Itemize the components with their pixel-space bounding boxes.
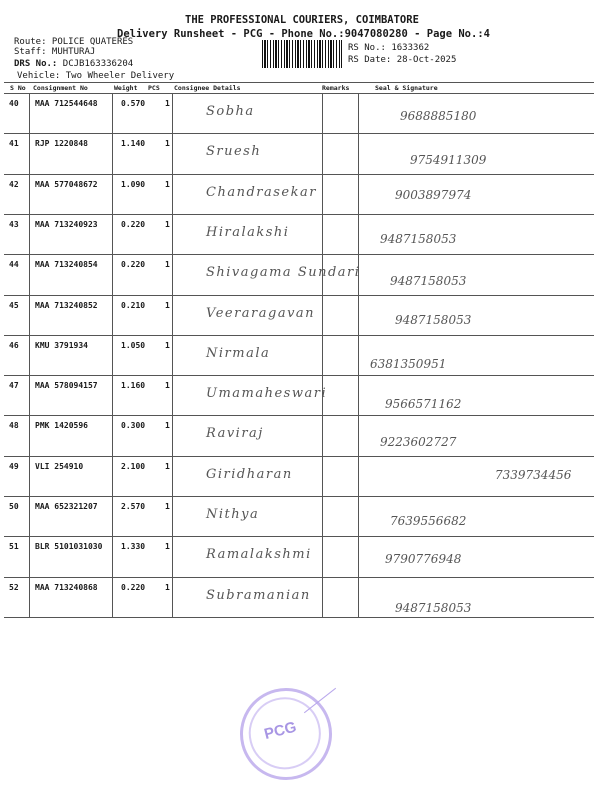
table-top-border (4, 82, 594, 83)
row-signature: 7339734456 (495, 467, 572, 482)
row-consignment-no: MAA 652321207 (35, 502, 98, 511)
row-consignee-name: Chandrasekar (206, 184, 317, 200)
row-consignment-no: PMK 1420596 (35, 421, 88, 431)
row-sno: 52 (9, 582, 19, 592)
col-header-consignee: Consignee Details (174, 84, 241, 92)
row-pcs: 1 (165, 421, 170, 431)
row-consignment-no: MAA 713240854 (35, 260, 98, 270)
col-header-seal: Seal & Signature (375, 84, 438, 92)
row-signature: 9487158053 (380, 231, 457, 246)
row-divider (4, 577, 594, 578)
row-pcs: 1 (165, 179, 170, 189)
row-weight: 0.220 (121, 260, 146, 270)
row-weight: 1.160 (121, 381, 146, 391)
row-signature: 9003897974 (395, 187, 472, 202)
col-divider (112, 93, 113, 618)
runsheet-subtitle: Delivery Runsheet - PCG - Phone No.:9047080280 - Page No.:4 (117, 28, 490, 40)
row-weight: 2.100 (121, 461, 146, 471)
row-signature: 9223602727 (380, 435, 457, 450)
row-weight: 0.300 (121, 421, 146, 431)
row-consignment-no: MAA 713240852 (35, 300, 98, 310)
row-sno: 46 (9, 340, 19, 350)
row-sno: 43 (9, 219, 19, 229)
row-pcs: 1 (165, 340, 170, 350)
col-divider (322, 93, 323, 618)
col-header-remarks: Remarks (322, 84, 350, 92)
row-signature: 7639556682 (390, 514, 467, 528)
row-pcs: 1 (165, 381, 170, 391)
row-divider (4, 133, 594, 134)
row-signature: 9487158053 (390, 274, 467, 289)
drs-label: DRS No.: (14, 59, 58, 69)
row-weight: 0.220 (121, 219, 146, 229)
row-consignee-name: Subramanian (206, 587, 311, 603)
row-consignment-no: KMU 3791934 (35, 340, 88, 350)
row-consignee-name: Umamaheswari (206, 386, 328, 402)
row-weight: 0.220 (121, 582, 146, 592)
row-pcs: 1 (165, 542, 170, 552)
row-consignee-name: Veeraragavan (206, 305, 316, 321)
row-divider (4, 536, 594, 537)
row-pcs: 1 (165, 219, 170, 229)
col-divider (358, 93, 359, 618)
vehicle-label: Vehicle: Two Wheeler Delivery (17, 71, 175, 81)
row-consignee-name: Hiralakshi (206, 224, 290, 240)
row-sno: 45 (9, 300, 19, 310)
row-sno: 42 (9, 179, 19, 189)
row-pcs: 1 (165, 582, 170, 592)
col-divider (29, 93, 30, 618)
row-divider (4, 496, 594, 497)
row-weight: 0.210 (121, 300, 146, 310)
row-pcs: 1 (165, 461, 170, 471)
row-consignee-name: Sruesh (206, 144, 262, 160)
row-signature: 9487158053 (395, 600, 472, 615)
col-header-pcs: PCS (148, 84, 160, 92)
row-consignment-no: RJP 1220848 (35, 139, 88, 149)
row-signature: 9754911309 (410, 153, 487, 168)
drs-number (14, 59, 133, 69)
row-signature: 9487158053 (395, 312, 472, 327)
col-header-consignment: Consignment No (33, 84, 88, 92)
row-pcs: 1 (165, 139, 170, 149)
row-divider (4, 254, 594, 255)
col-header-sno: S No (10, 84, 26, 92)
row-pcs: 1 (165, 99, 170, 108)
row-consignment-no: BLR 5101031030 (35, 542, 103, 552)
row-weight: 1.330 (121, 542, 146, 552)
row-sno: 50 (9, 502, 19, 511)
row-consignee-name: Nithya (206, 507, 260, 522)
row-sno: 51 (9, 542, 19, 552)
company-title: THE PROFESSIONAL COURIERS, COIMBATORE (185, 14, 419, 26)
route-label: Route: POLICE QUATERES (14, 37, 134, 47)
row-consignee-name: Nirmala (206, 345, 271, 361)
row-consignment-no: MAA 577048672 (35, 179, 98, 189)
col-divider (172, 93, 173, 618)
row-sno: 48 (9, 421, 19, 431)
row-consignment-no: MAA 578094157 (35, 381, 98, 391)
row-sno: 44 (9, 260, 19, 270)
row-signature: 9790776948 (385, 552, 462, 567)
row-weight: 1.140 (121, 139, 146, 149)
row-consignment-no: VLI 254910 (35, 461, 84, 471)
rs-number: RS No.: 1633362 (348, 43, 430, 53)
col-header-weight: Weight (114, 84, 138, 92)
row-consignee-name: Ramalakshmi (206, 547, 312, 563)
row-sno: 49 (9, 461, 19, 471)
row-consignee-name: Raviraj (206, 426, 264, 442)
row-divider (4, 295, 594, 296)
barcode-image (262, 40, 342, 68)
row-divider (4, 456, 594, 457)
row-consignment-no: MAA 713240868 (35, 582, 98, 592)
row-divider (4, 617, 594, 618)
row-divider (4, 415, 594, 416)
row-weight: 2.570 (121, 502, 146, 511)
row-divider (4, 335, 594, 336)
table-header-border (4, 93, 594, 94)
staff-label: Staff: MUHTURAJ (14, 47, 96, 57)
row-consignment-no: MAA 712544648 (35, 99, 98, 108)
stamp-label: PCG (262, 718, 299, 743)
row-consignee-name: Giridharan (206, 466, 293, 482)
row-divider (4, 214, 594, 215)
row-pcs: 1 (165, 300, 170, 310)
rs-date: RS Date: 28-Oct-2025 (348, 55, 457, 65)
row-signature: 6381350951 (370, 356, 447, 371)
row-weight: 0.570 (121, 99, 146, 108)
row-signature: 9688885180 (400, 109, 477, 123)
row-divider (4, 375, 594, 376)
row-weight: 1.090 (121, 179, 146, 189)
row-pcs: 1 (165, 260, 170, 270)
row-consignment-no: MAA 713240923 (35, 219, 98, 229)
drs-value: DCJB163336204 (62, 59, 134, 69)
row-sno: 47 (9, 381, 19, 391)
row-consignee-name: Sobha (206, 104, 255, 119)
row-signature: 9566571162 (385, 397, 462, 412)
row-consignee-name: Shivagama Sundari (206, 265, 361, 281)
row-sno: 40 (9, 99, 19, 108)
row-divider (4, 174, 594, 175)
row-pcs: 1 (165, 502, 170, 511)
row-sno: 41 (9, 139, 19, 149)
row-weight: 1.050 (121, 340, 146, 350)
